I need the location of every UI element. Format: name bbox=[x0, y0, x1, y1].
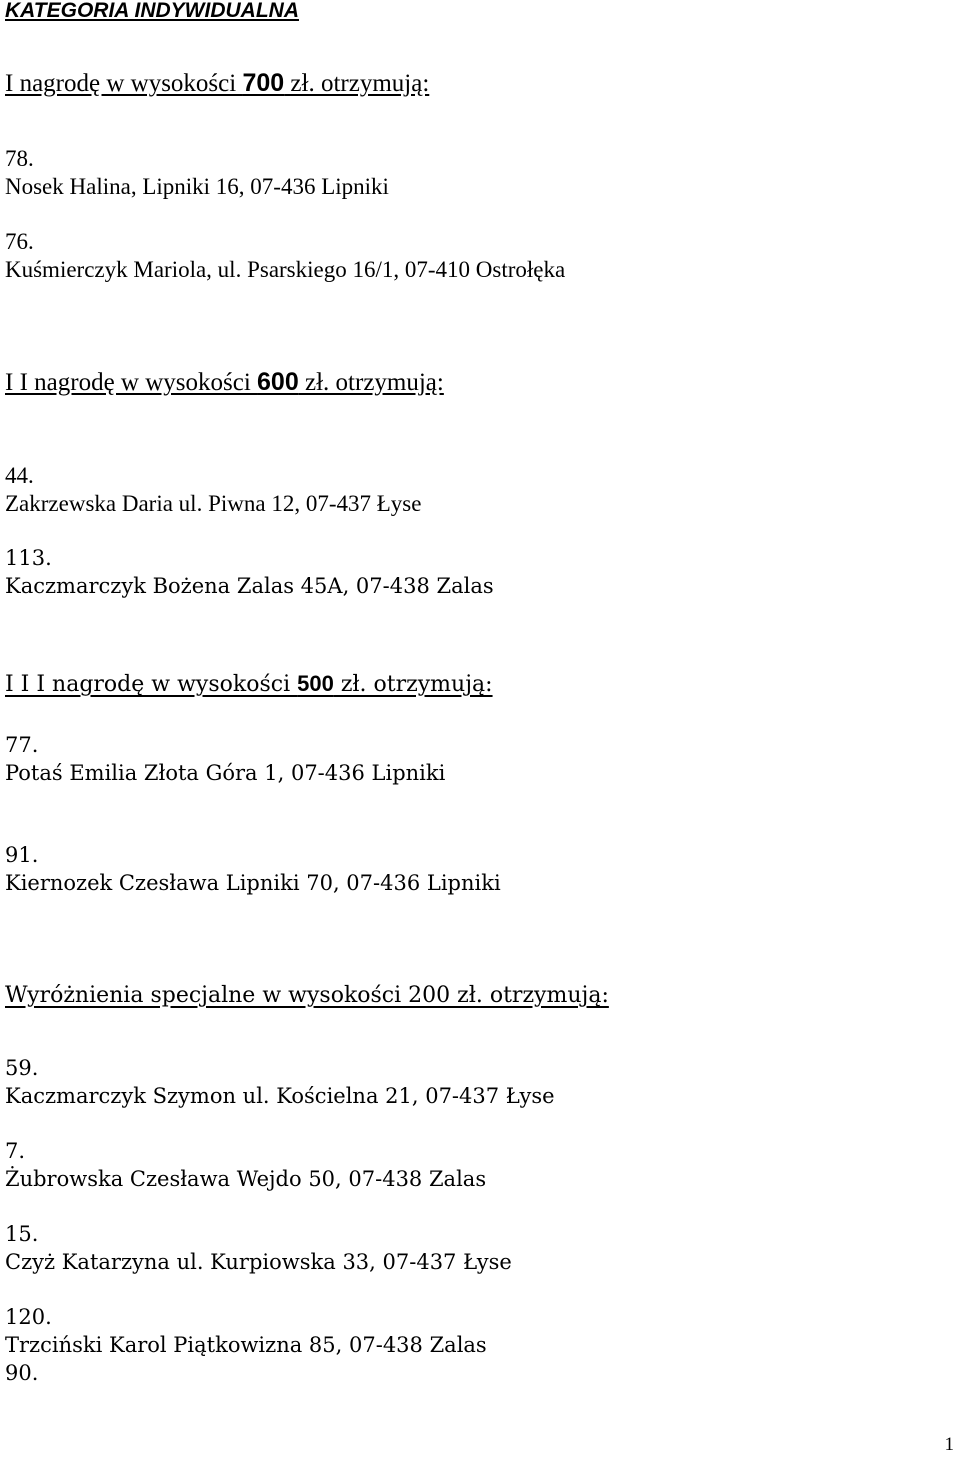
entry-text: Kaczmarczyk Bożena Zalas 45A, 07-438 Zalas bbox=[5, 574, 494, 598]
section-2-heading-suffix: zł. otrzymują: bbox=[298, 369, 444, 396]
section-3-heading-suffix: zł. otrzymują: bbox=[333, 672, 493, 697]
entry-text: Żubrowska Czesława Wejdo 50, 07-438 Zalas bbox=[5, 1167, 487, 1191]
section-2-amount: 600 bbox=[257, 368, 299, 396]
entry-text: Kiernozek Czesława Lipniki 70, 07-436 Lipniki bbox=[5, 871, 501, 895]
entry-text: Kuśmierczyk Mariola, ul. Psarskiego 16/1, 07-410 Ostrołęka bbox=[5, 257, 566, 282]
section-3-amount: 500 bbox=[297, 671, 334, 696]
entry-number: 44. bbox=[5, 463, 34, 488]
entry-text: Nosek Halina, Lipniki 16, 07-436 Lipniki bbox=[5, 174, 389, 199]
entry-number: 120. bbox=[5, 1305, 52, 1329]
section-1-heading-suffix: zł. otrzymują: bbox=[284, 70, 430, 97]
entry-text: Czyż Katarzyna ul. Kurpiowska 33, 07-437 Łyse bbox=[5, 1250, 512, 1274]
page-number: 1 bbox=[944, 1434, 954, 1455]
entry-text: Trzciński Karol Piątkowizna 85, 07-438 Zalas bbox=[5, 1333, 487, 1357]
entry-number: 7. bbox=[5, 1139, 26, 1163]
entry-number: 76. bbox=[5, 229, 34, 254]
entry-number: 113. bbox=[5, 546, 52, 570]
entry-number: 77. bbox=[5, 733, 39, 757]
section-3-heading-prefix: I I I nagrodę w wysokości bbox=[5, 672, 298, 697]
entry-text: Potaś Emilia Złota Góra 1, 07-436 Lipniki bbox=[5, 761, 446, 785]
entry-number: 91. bbox=[5, 843, 39, 867]
section-3-heading bbox=[5, 673, 493, 696]
entry-text: Zakrzewska Daria ul. Piwna 12, 07-437 Łyse bbox=[5, 491, 422, 516]
section-1-amount: 700 bbox=[242, 69, 285, 97]
section-2-heading-prefix: I I nagrodę w wysokości bbox=[5, 369, 258, 396]
section-4-heading: Wyróżnienia specjalne w wysokości 200 zł. otrzymują: bbox=[5, 983, 609, 1008]
category-title: KATEGORIA INDYWIDUALNA bbox=[5, 0, 299, 22]
entry-number: 15. bbox=[5, 1222, 39, 1246]
section-1-heading-prefix: I nagrodę w wysokości bbox=[5, 70, 243, 97]
entry-number: 90. bbox=[5, 1361, 39, 1385]
entry-text: Kaczmarczyk Szymon ul. Kościelna 21, 07-437 Łyse bbox=[5, 1084, 555, 1108]
entry-number: 78. bbox=[5, 146, 34, 171]
entry-number: 59. bbox=[5, 1056, 39, 1080]
section-1-heading bbox=[5, 71, 429, 96]
section-2-heading bbox=[5, 370, 444, 395]
